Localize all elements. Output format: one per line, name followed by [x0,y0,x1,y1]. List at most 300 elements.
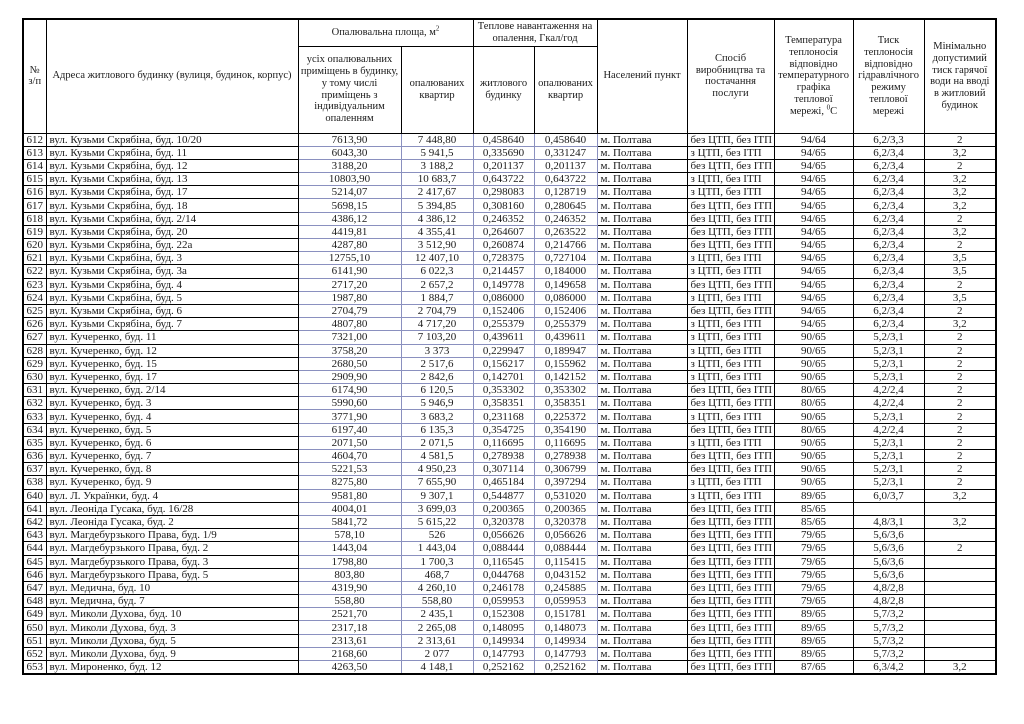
cell-temperature: 85/65 [774,515,853,528]
col-header-area-group [298,19,473,46]
cell-pressure: 5,7/3,2 [853,647,924,660]
cell-address: вул. Кузьми Скрябіна, буд. 20 [46,225,298,238]
cell-min-pressure: 2 [924,397,996,410]
cell-area-total: 3188,20 [298,159,401,172]
cell-area-total: 4807,80 [298,318,401,331]
cell-supply-method: з ЦТП, без ІТП [687,476,774,489]
temperature-header-sup: 0 [826,103,831,112]
cell-temperature: 94/65 [774,318,853,331]
cell-pressure: 6,3/4,2 [853,661,924,675]
cell-address: вул. Кучеренко, буд. 7 [46,450,298,463]
cell-supply-method: з ЦТП, без ІТП [687,186,774,199]
cell-supply-method: без ЦТП, без ІТП [687,212,774,225]
cell-area-apartments: 4 260,10 [401,581,473,594]
cell-area-total: 4263,50 [298,661,401,675]
cell-address: вул. Магдебурзького Права, буд. 1/9 [46,529,298,542]
cell-pressure: 5,7/3,2 [853,608,924,621]
cell-num: 642 [23,515,46,528]
cell-settlement: м. Полтава [597,173,687,186]
cell-load-building: 0,308160 [473,199,534,212]
cell-pressure: 5,6/3,6 [853,542,924,555]
cell-supply-method: без ЦТП, без ІТП [687,397,774,410]
cell-supply-method: без ЦТП, без ІТП [687,239,774,252]
cell-settlement: м. Полтава [597,423,687,436]
cell-temperature: 94/65 [774,186,853,199]
cell-area-total: 5841,72 [298,515,401,528]
cell-area-total: 803,80 [298,568,401,581]
cell-supply-method: без ЦТП, без ІТП [687,278,774,291]
cell-supply-method: без ЦТП, без ІТП [687,515,774,528]
cell-pressure: 5,2/3,1 [853,357,924,370]
cell-area-total: 7321,00 [298,331,401,344]
cell-min-pressure: 3,5 [924,252,996,265]
table-row [23,450,996,463]
cell-area-total: 558,80 [298,595,401,608]
cell-supply-method: без ЦТП, без ІТП [687,568,774,581]
cell-temperature: 94/65 [774,225,853,238]
cell-temperature: 79/65 [774,529,853,542]
cell-load-apartments: 0,201137 [534,159,597,172]
cell-min-pressure [924,581,996,594]
cell-area-apartments: 10 683,7 [401,173,473,186]
cell-settlement: м. Полтава [597,463,687,476]
cell-num: 625 [23,304,46,317]
cell-min-pressure: 3,2 [924,146,996,159]
cell-settlement: м. Полтава [597,489,687,502]
cell-area-total: 3771,90 [298,410,401,423]
cell-min-pressure: 2 [924,436,996,449]
cell-area-apartments: 4 950,23 [401,463,473,476]
cell-area-apartments: 3 373 [401,344,473,357]
table-row [23,397,996,410]
cell-settlement: м. Полтава [597,476,687,489]
table-row [23,423,996,436]
table-row [23,515,996,528]
cell-num: 618 [23,212,46,225]
cell-min-pressure: 3,2 [924,489,996,502]
col-header-load-apartments: опалюваних квартир [534,46,597,133]
cell-settlement: м. Полтава [597,661,687,675]
cell-area-apartments: 1 443,04 [401,542,473,555]
cell-num: 626 [23,318,46,331]
cell-address: вул. Кучеренко, буд. 12 [46,344,298,357]
cell-load-apartments: 0,280645 [534,199,597,212]
cell-pressure: 5,2/3,1 [853,344,924,357]
cell-load-apartments: 0,043152 [534,568,597,581]
cell-num: 612 [23,133,46,146]
cell-load-building: 0,728375 [473,252,534,265]
cell-area-total: 2717,20 [298,278,401,291]
cell-temperature: 85/65 [774,502,853,515]
cell-min-pressure: 2 [924,239,996,252]
cell-temperature: 90/65 [774,476,853,489]
cell-area-total: 2168,60 [298,647,401,660]
cell-load-building: 0,116545 [473,555,534,568]
cell-load-apartments: 0,531020 [534,489,597,502]
table-row [23,384,996,397]
cell-load-building: 0,088444 [473,542,534,555]
cell-address: вул. Кузьми Скрябіна, буд. 13 [46,173,298,186]
cell-address: вул. Медична, буд. 7 [46,595,298,608]
cell-load-building: 0,214457 [473,265,534,278]
cell-settlement: м. Полтава [597,133,687,146]
table-row [23,133,996,146]
cell-load-apartments: 0,320378 [534,515,597,528]
cell-pressure: 6,2/3,3 [853,133,924,146]
cell-supply-method: без ЦТП, без ІТП [687,384,774,397]
cell-load-apartments: 0,252162 [534,661,597,675]
cell-supply-method: без ЦТП, без ІТП [687,199,774,212]
cell-min-pressure: 2 [924,384,996,397]
cell-load-apartments: 0,149658 [534,278,597,291]
cell-area-total: 8275,80 [298,476,401,489]
cell-min-pressure: 2 [924,304,996,317]
cell-temperature: 90/65 [774,436,853,449]
cell-settlement: м. Полтава [597,304,687,317]
cell-settlement: м. Полтава [597,621,687,634]
cell-temperature: 94/65 [774,239,853,252]
cell-area-apartments: 4 386,12 [401,212,473,225]
cell-pressure: 4,8/3,1 [853,515,924,528]
temperature-header-unit: С [830,105,838,117]
table-row [23,146,996,159]
cell-supply-method: без ЦТП, без ІТП [687,542,774,555]
cell-area-total: 2313,61 [298,634,401,647]
cell-address: вул. Миколи Духова, буд. 5 [46,634,298,647]
cell-load-apartments: 0,306799 [534,463,597,476]
cell-min-pressure: 2 [924,159,996,172]
cell-area-apartments: 5 941,5 [401,146,473,159]
cell-min-pressure [924,502,996,515]
cell-load-building: 0,320378 [473,515,534,528]
cell-min-pressure: 2 [924,476,996,489]
cell-address: вул. Миколи Духова, буд. 3 [46,621,298,634]
cell-min-pressure: 3,2 [924,199,996,212]
table-row [23,410,996,423]
cell-load-building: 0,116695 [473,436,534,449]
cell-area-total: 4386,12 [298,212,401,225]
cell-address: вул. Кучеренко, буд. 2/14 [46,384,298,397]
cell-area-total: 12755,10 [298,252,401,265]
cell-temperature: 94/65 [774,291,853,304]
cell-settlement: м. Полтава [597,647,687,660]
cell-address: вул. Миколи Духова, буд. 9 [46,647,298,660]
cell-address: вул. Кузьми Скрябіна, буд. 18 [46,199,298,212]
cell-temperature: 94/65 [774,304,853,317]
cell-address: вул. Кучеренко, буд. 8 [46,463,298,476]
cell-pressure: 6,2/3,4 [853,304,924,317]
cell-num: 613 [23,146,46,159]
cell-address: вул. Леоніда Гусака, буд. 16/28 [46,502,298,515]
cell-load-building: 0,201137 [473,159,534,172]
cell-address: вул. Л. Українки, буд. 4 [46,489,298,502]
cell-supply-method: з ЦТП, без ІТП [687,436,774,449]
cell-min-pressure: 2 [924,450,996,463]
cell-temperature: 79/65 [774,542,853,555]
cell-load-apartments: 0,331247 [534,146,597,159]
header-group-row [23,19,996,46]
cell-temperature: 90/65 [774,370,853,383]
cell-area-total: 4004,01 [298,502,401,515]
cell-load-building: 0,353302 [473,384,534,397]
cell-temperature: 89/65 [774,634,853,647]
cell-area-apartments: 3 512,90 [401,239,473,252]
cell-load-building: 0,298083 [473,186,534,199]
cell-pressure: 6,2/3,4 [853,159,924,172]
cell-num: 646 [23,568,46,581]
cell-num: 628 [23,344,46,357]
table-row [23,581,996,594]
cell-settlement: м. Полтава [597,344,687,357]
cell-load-apartments: 0,148073 [534,621,597,634]
table-row [23,502,996,515]
cell-area-apartments: 468,7 [401,568,473,581]
cell-temperature: 79/65 [774,581,853,594]
cell-temperature: 79/65 [774,595,853,608]
cell-area-total: 4319,90 [298,581,401,594]
cell-min-pressure [924,608,996,621]
cell-num: 648 [23,595,46,608]
cell-area-total: 6141,90 [298,265,401,278]
cell-load-apartments: 0,184000 [534,265,597,278]
cell-min-pressure: 2 [924,423,996,436]
cell-num: 632 [23,397,46,410]
cell-temperature: 89/65 [774,621,853,634]
cell-min-pressure: 2 [924,331,996,344]
cell-pressure: 5,6/3,6 [853,529,924,542]
cell-settlement: м. Полтава [597,146,687,159]
cell-pressure: 4,8/2,8 [853,581,924,594]
table-row [23,436,996,449]
cell-supply-method: без ЦТП, без ІТП [687,647,774,660]
col-header-temperature [774,19,853,133]
table-row [23,344,996,357]
table-row [23,542,996,555]
cell-load-apartments: 0,151781 [534,608,597,621]
cell-load-building: 0,246178 [473,581,534,594]
cell-settlement: м. Полтава [597,529,687,542]
cell-load-apartments: 0,358351 [534,397,597,410]
cell-min-pressure: 2 [924,542,996,555]
cell-address: вул. Кузьми Скрябіна, буд. 3 [46,252,298,265]
cell-load-apartments: 0,149934 [534,634,597,647]
cell-num: 653 [23,661,46,675]
cell-temperature: 90/65 [774,357,853,370]
cell-area-apartments: 6 022,3 [401,265,473,278]
cell-load-building: 0,152308 [473,608,534,621]
cell-temperature: 94/65 [774,252,853,265]
cell-num: 640 [23,489,46,502]
cell-area-apartments: 9 307,1 [401,489,473,502]
cell-load-apartments: 0,263522 [534,225,597,238]
table-row [23,199,996,212]
cell-supply-method: без ЦТП, без ІТП [687,423,774,436]
cell-temperature: 89/65 [774,647,853,660]
cell-settlement: м. Полтава [597,542,687,555]
cell-load-apartments: 0,246352 [534,212,597,225]
cell-load-apartments: 0,116695 [534,436,597,449]
cell-num: 629 [23,357,46,370]
cell-pressure: 4,2/2,4 [853,397,924,410]
cell-address: вул. Кузьми Скрябіна, буд. 2/14 [46,212,298,225]
cell-pressure: 5,2/3,1 [853,410,924,423]
cell-area-total: 6043,30 [298,146,401,159]
cell-address: вул. Кузьми Скрябіна, буд. 5 [46,291,298,304]
cell-pressure: 6,2/3,4 [853,173,924,186]
cell-supply-method: без ЦТП, без ІТП [687,661,774,675]
cell-min-pressure: 2 [924,463,996,476]
cell-supply-method: без ЦТП, без ІТП [687,502,774,515]
cell-supply-method: без ЦТП, без ІТП [687,463,774,476]
cell-temperature: 94/65 [774,173,853,186]
cell-num: 619 [23,225,46,238]
cell-area-apartments: 4 355,41 [401,225,473,238]
table-row [23,489,996,502]
cell-load-building: 0,200365 [473,502,534,515]
cell-supply-method: з ЦТП, без ІТП [687,410,774,423]
table-row [23,239,996,252]
cell-pressure: 5,2/3,1 [853,463,924,476]
cell-min-pressure: 3,5 [924,265,996,278]
cell-load-building: 0,643722 [473,173,534,186]
cell-area-apartments: 5 946,9 [401,397,473,410]
table-row [23,568,996,581]
cell-supply-method: з ЦТП, без ІТП [687,489,774,502]
cell-area-apartments: 3 188,2 [401,159,473,172]
cell-area-apartments: 5 615,22 [401,515,473,528]
cell-address: вул. Магдебурзького Права, буд. 5 [46,568,298,581]
cell-area-total: 4419,81 [298,225,401,238]
cell-temperature: 90/65 [774,410,853,423]
table-row [23,661,996,675]
cell-area-total: 5990,60 [298,397,401,410]
cell-pressure: 4,2/2,4 [853,423,924,436]
cell-area-total: 9581,80 [298,489,401,502]
cell-num: 620 [23,239,46,252]
cell-load-building: 0,149934 [473,634,534,647]
temperature-header-text: Температура теплоносія відповідно температурного графіка теплової мережі, [778,35,849,117]
cell-load-building: 0,544877 [473,489,534,502]
cell-settlement: м. Полтава [597,555,687,568]
cell-num: 616 [23,186,46,199]
cell-supply-method: без ЦТП, без ІТП [687,529,774,542]
table-row [23,331,996,344]
cell-pressure: 5,2/3,1 [853,370,924,383]
cell-area-apartments: 2 071,5 [401,436,473,449]
cell-settlement: м. Полтава [597,186,687,199]
cell-area-apartments: 4 717,20 [401,318,473,331]
cell-supply-method: без ЦТП, без ІТП [687,159,774,172]
cell-load-apartments: 0,189947 [534,344,597,357]
table-row [23,529,996,542]
cell-area-total: 2521,70 [298,608,401,621]
cell-temperature: 90/65 [774,450,853,463]
cell-area-apartments: 1 700,3 [401,555,473,568]
cell-num: 650 [23,621,46,634]
cell-area-apartments: 5 394,85 [401,199,473,212]
cell-num: 636 [23,450,46,463]
cell-load-apartments: 0,086000 [534,291,597,304]
cell-supply-method: без ЦТП, без ІТП [687,595,774,608]
col-header-load-building: житлового будинку [473,46,534,133]
cell-area-total: 1987,80 [298,291,401,304]
cell-min-pressure: 3,2 [924,515,996,528]
cell-min-pressure: 3,2 [924,318,996,331]
col-header-area-apartments: опалюваних квартир [401,46,473,133]
cell-pressure: 6,2/3,4 [853,186,924,199]
cell-num: 641 [23,502,46,515]
cell-settlement: м. Полтава [597,159,687,172]
cell-area-total: 7613,90 [298,133,401,146]
cell-num: 631 [23,384,46,397]
cell-settlement: м. Полтава [597,634,687,647]
cell-load-apartments: 0,397294 [534,476,597,489]
cell-pressure: 5,6/3,6 [853,568,924,581]
cell-settlement: м. Полтава [597,278,687,291]
cell-num: 630 [23,370,46,383]
cell-num: 649 [23,608,46,621]
cell-min-pressure: 3,2 [924,186,996,199]
table-row [23,291,996,304]
cell-pressure: 6,0/3,7 [853,489,924,502]
table-row [23,370,996,383]
cell-address: вул. Кузьми Скрябіна, буд. 12 [46,159,298,172]
cell-num: 614 [23,159,46,172]
cell-load-building: 0,307114 [473,463,534,476]
table-header [23,19,996,133]
col-header-supply-method: Спосіб виробництва та постачання послуги [687,19,774,133]
cell-load-building: 0,149778 [473,278,534,291]
cell-settlement: м. Полтава [597,608,687,621]
cell-area-apartments: 2 704,79 [401,304,473,317]
cell-temperature: 89/65 [774,608,853,621]
cell-load-building: 0,335690 [473,146,534,159]
cell-address: вул. Кузьми Скрябіна, буд. 7 [46,318,298,331]
cell-load-building: 0,246352 [473,212,534,225]
cell-pressure: 6,2/3,4 [853,239,924,252]
cell-area-total: 578,10 [298,529,401,542]
cell-supply-method: з ЦТП, без ІТП [687,344,774,357]
col-header-address: Адреса житлового будинку (вулиця, будинок, корпус) [46,19,298,133]
cell-temperature: 90/65 [774,344,853,357]
cell-num: 617 [23,199,46,212]
cell-min-pressure: 3,5 [924,291,996,304]
cell-load-building: 0,086000 [473,291,534,304]
cell-load-apartments: 0,439611 [534,331,597,344]
cell-area-apartments: 4 148,1 [401,661,473,675]
cell-min-pressure [924,555,996,568]
cell-address: вул. Кучеренко, буд. 6 [46,436,298,449]
cell-load-building: 0,229947 [473,344,534,357]
cell-num: 635 [23,436,46,449]
cell-temperature: 94/65 [774,265,853,278]
cell-settlement: м. Полтава [597,397,687,410]
cell-area-apartments: 2 265,08 [401,621,473,634]
cell-pressure: 6,2/3,4 [853,291,924,304]
cell-load-apartments: 0,727104 [534,252,597,265]
table-row [23,186,996,199]
cell-area-apartments: 2 517,6 [401,357,473,370]
cell-pressure: 5,7/3,2 [853,621,924,634]
cell-load-apartments: 0,142152 [534,370,597,383]
cell-load-building: 0,147793 [473,647,534,660]
cell-num: 651 [23,634,46,647]
cell-load-apartments: 0,643722 [534,173,597,186]
cell-address: вул. Кузьми Скрябіна, буд. 22а [46,239,298,252]
cell-address: вул. Кучеренко, буд. 5 [46,423,298,436]
cell-area-apartments: 2 842,6 [401,370,473,383]
cell-supply-method: з ЦТП, без ІТП [687,370,774,383]
